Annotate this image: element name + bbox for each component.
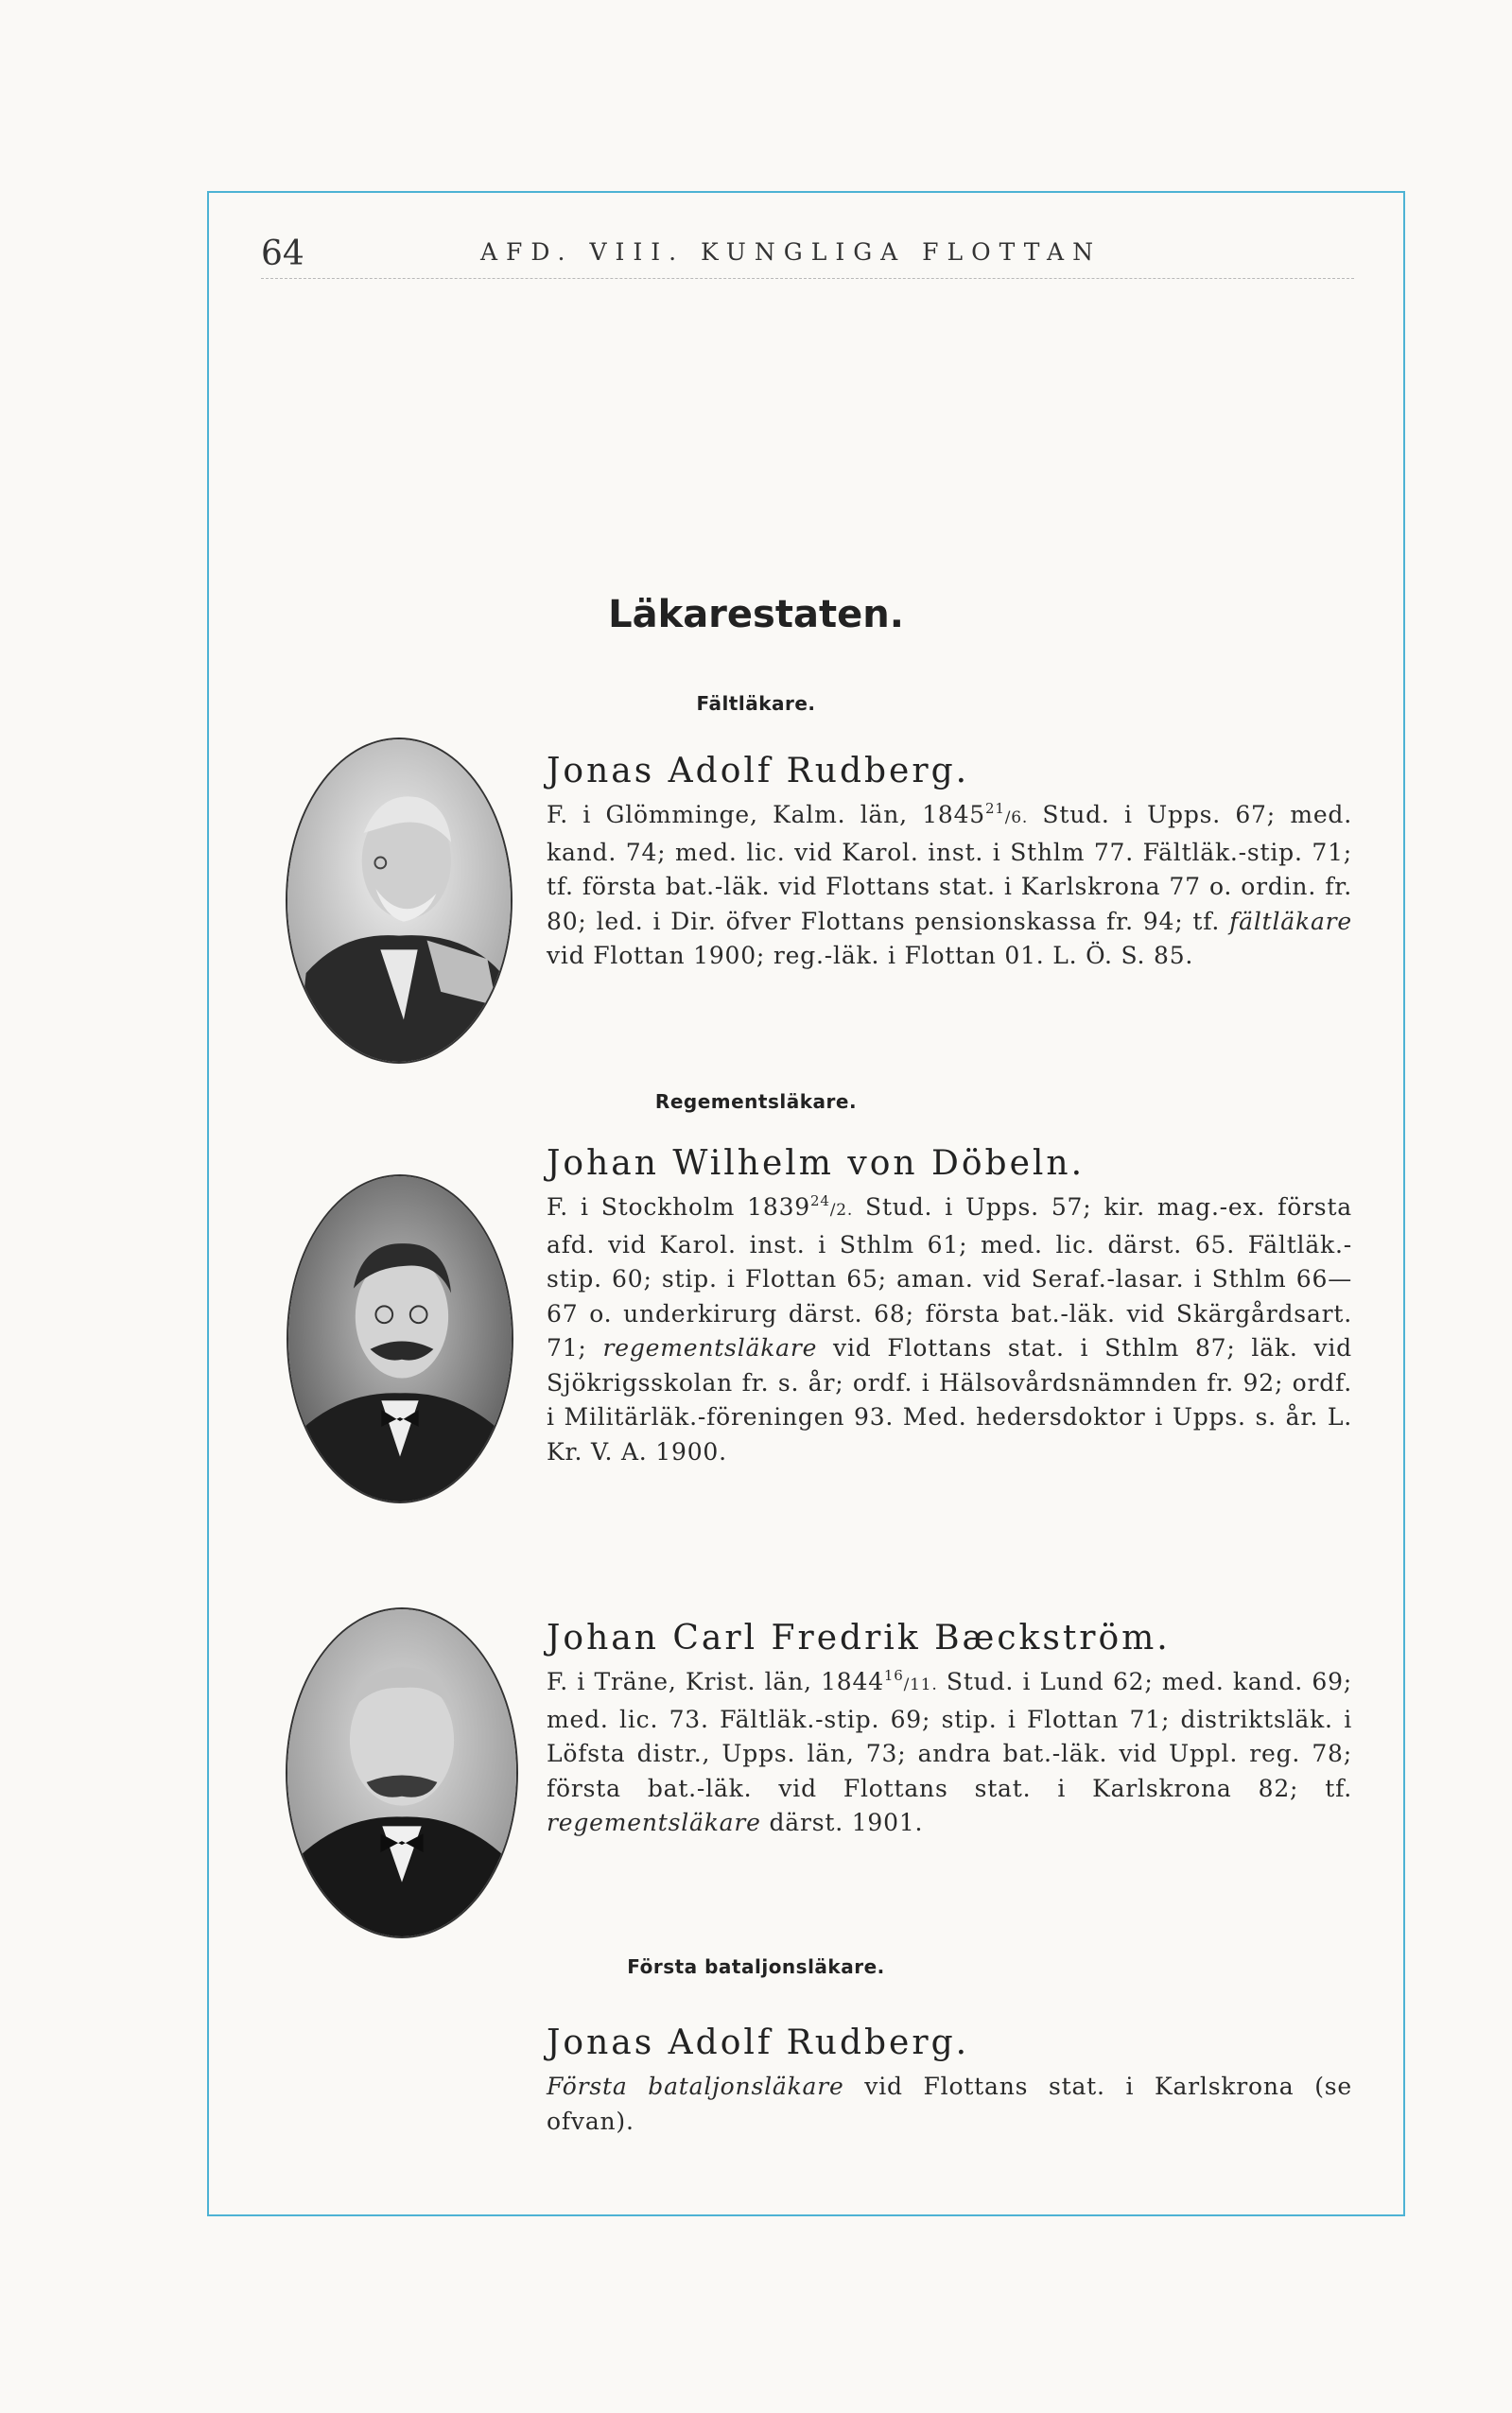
bio-text: vid Flottans stat. i Sthlm 87; läk. vid Sjökrigsskolan fr. s. år; ordf. i Hälsovårdsnämnden fr. 92; ordf. i Militärläk.-föreningen 93. Med. hedersdoktor i Upps. s. år. L. Kr. V. A. 1900. (547, 1334, 1352, 1466)
biography (547, 1190, 1352, 1469)
person-name: Jonas Adolf Rudberg. (547, 752, 970, 790)
bio-text: därst. 1901. (760, 1809, 924, 1836)
biography (547, 1665, 1352, 1841)
entry-von-dobeln (547, 1144, 1352, 1469)
bio-italic: regementsläkare (547, 1809, 761, 1836)
section-title: Läkarestaten. (608, 593, 904, 636)
bio-italic: fältläkare (1229, 907, 1352, 935)
bio-text: F. i Stockholm 1839 (547, 1193, 810, 1221)
birth-month: /2. (829, 1201, 854, 1220)
bio-text: Stud. i Lund 62; med. kand. 69; med. lic. 73. Fältläk.-stip. 69; stip. i Flottan 71; distriktsläk. i Löfsta distr., Upps. län, 73; andra bat.-läk. vid Uppl. reg. 78; första bat.-läk. vid Flottans stat. i Karlskrona 82; tf. (547, 1668, 1353, 1802)
page-number: 64 (261, 234, 304, 273)
bio-text: Stud. i Upps. 57; kir. mag.-ex. första afd. vid Karol. inst. i Sthlm 61; med. lic. därst. 65. Fältläk.-stip. 60; stip. i Flottan 65; aman. vid Seraf.-lasar. i Sthlm 66—67 o. underkirurg därst. 68; första bat.-läk. vid Skärgårdsart. 71; (547, 1193, 1352, 1362)
person-name: Johan Carl Fredrik Bæckström. (547, 1619, 1171, 1658)
person-name: Jonas Adolf Rudberg. (547, 2023, 970, 2062)
entry-rudberg-bataljon (547, 2023, 1352, 2139)
entry-rudberg (547, 752, 1352, 974)
header-rule (261, 278, 1354, 279)
person-name: Johan Wilhelm von Döbeln. (547, 1144, 1086, 1183)
birth-day-superscript: 21 (985, 800, 1005, 817)
bio-text: F. i Glömminge, Kalm. län, 1845 (547, 801, 986, 828)
running-header (261, 234, 1354, 282)
subheading-faltlakare: Fältläkare. (696, 692, 816, 715)
portrait-baeckstrom (286, 1607, 518, 1938)
bio-italic: Första bataljonsläkare (547, 2073, 844, 2100)
biography (547, 798, 1352, 974)
bio-text: Stud. i Upps. 67; med. kand. 74; med. lic. vid Karol. inst. i Sthlm 77. Fältläk.-stip. 71; tf. första bat.-läk. vid Flottans stat. i Karlskrona 77 o. ordin. fr. 80; led. i Dir. öfver Flottans pensionskassa fr. 94; tf. (547, 801, 1352, 935)
entry-baeckstrom (547, 1619, 1352, 1841)
bio-italic: regementsläkare (602, 1334, 818, 1362)
birth-month: /6. (1004, 808, 1029, 827)
bio-text: vid Flottans stat. i Karlskrona (se ofvan). (547, 2073, 1352, 2135)
birth-day-superscript: 24 (810, 1192, 830, 1209)
portrait-von-dobeln (287, 1174, 513, 1503)
portrait-rudberg (286, 738, 513, 1064)
bio-text: vid Flottan 1900; reg.-läk. i Flottan 01. L. Ö. S. 85. (547, 942, 1194, 969)
subheading-forsta-bataljonslakare: Första bataljonsläkare. (627, 1955, 885, 1978)
birth-day-superscript: 16 (883, 1667, 904, 1684)
subheading-regementslakare: Regementsläkare. (654, 1090, 858, 1113)
birth-month: /11. (903, 1675, 938, 1694)
running-title: AFD. VIII. KUNGLIGA FLOTTAN (480, 238, 1102, 266)
bio-text: F. i Träne, Krist. län, 1844 (547, 1668, 884, 1695)
biography (547, 2070, 1352, 2139)
